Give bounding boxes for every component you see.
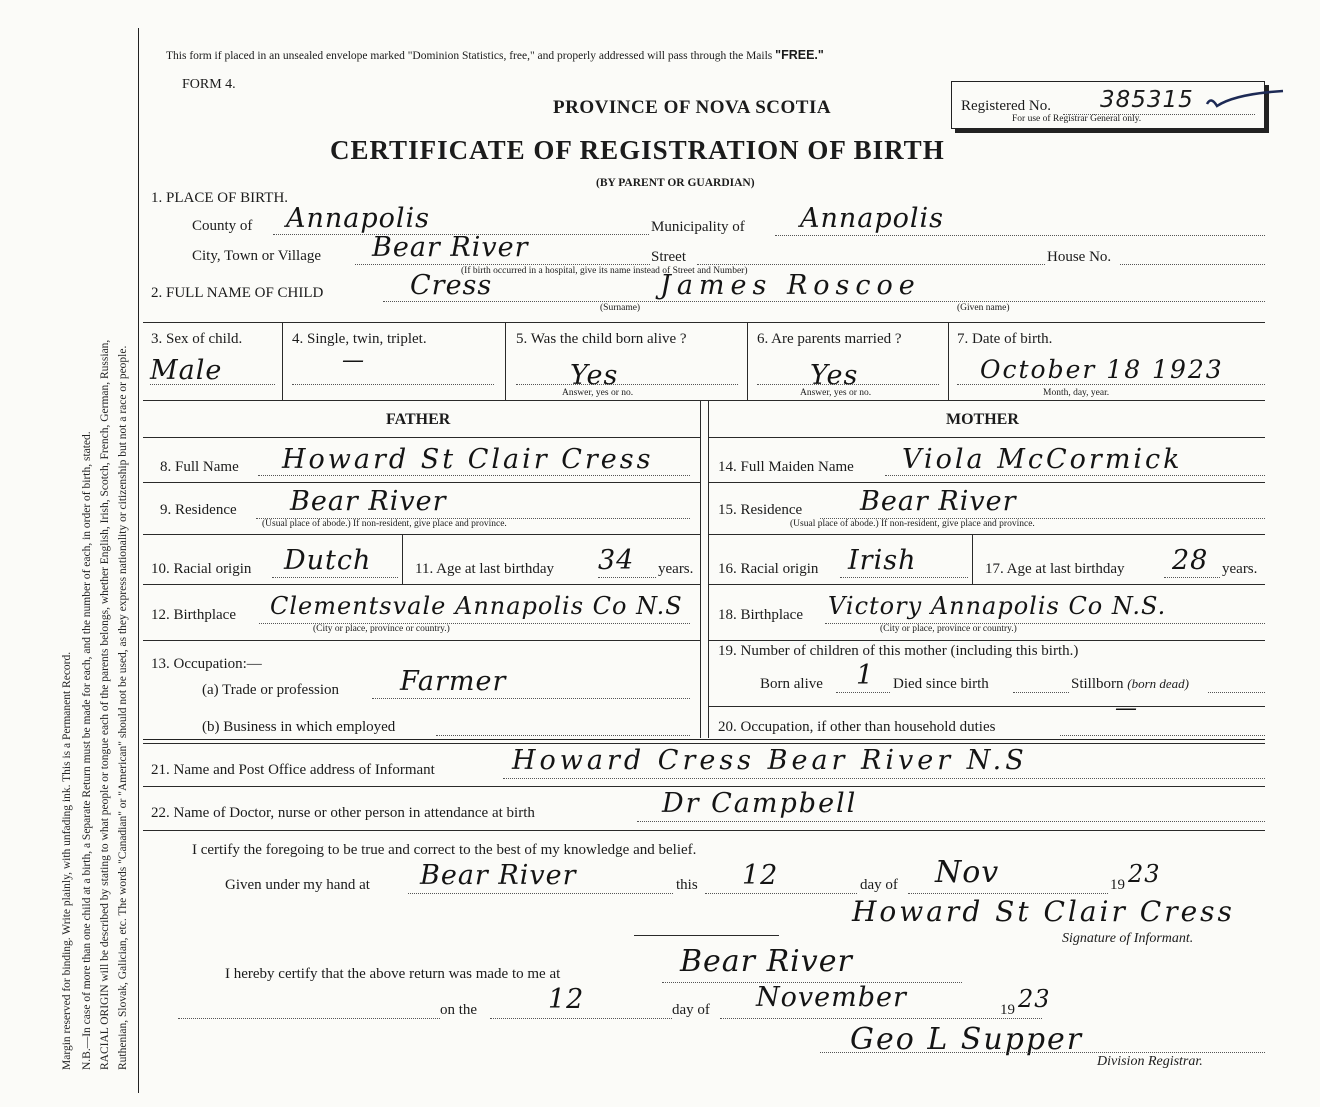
place-of-birth-label: 1. PLACE OF BIRTH. [151, 190, 289, 206]
father-years: years. [658, 561, 694, 577]
mother-age-value: 28 [1172, 545, 1209, 576]
mother-racial-value: Irish [848, 545, 917, 576]
father-heading: FATHER [386, 411, 451, 428]
dob-note: Month, day, year. [1043, 388, 1110, 398]
informant-label: 21. Name and Post Office address of Informant [151, 762, 435, 778]
margin-note-2: N.B.—In case of more than one child at a birth, a Separate Return must be made for each, and the number of each, in order of birth, stated. [81, 431, 93, 1070]
mother-residence-label: 15. Residence [718, 502, 803, 518]
children-count-label: 19. Number of children of this mother (including this birth.) [718, 643, 1079, 659]
mail-note: This form if placed in an unsealed envelope marked "Dominion Statistics, free," and properly addressed will pass through the Mails "FREE." [166, 48, 824, 62]
informant-signature-label: Signature of Informant. [1062, 931, 1194, 946]
reg-day-value: 12 [548, 984, 585, 1015]
child-name-label: 2. FULL NAME OF CHILD [151, 285, 324, 301]
mother-age-label: 17. Age at last birthday [985, 561, 1125, 577]
born-alive-value: 1 [856, 660, 875, 691]
province-heading: PROVINCE OF NOVA SCOTIA [553, 97, 832, 118]
reg-month-value: November [756, 982, 907, 1013]
reg-year-prefix: 19 [1000, 1002, 1015, 1018]
surname-note: (Surname) [600, 303, 641, 313]
father-residence-value: Bear River [290, 486, 447, 517]
registrar-note: For use of Registrar General only. [1012, 114, 1142, 124]
born-alive-label: Born alive [760, 676, 823, 692]
hereby-label: I hereby certify that the above return was made to me at [225, 966, 561, 982]
informant-value: Howard Cress Bear River N.S [512, 745, 1028, 776]
father-birthplace-value: Clementsvale Annapolis Co N.S [270, 592, 683, 620]
given-year-value: 23 [1128, 860, 1161, 888]
given-note: (Given name) [957, 303, 1010, 313]
father-residence-label: 9. Residence [160, 502, 237, 518]
binding-margin-line [138, 28, 139, 1093]
city-label: City, Town or Village [192, 248, 322, 264]
died-since-label: Died since birth [893, 676, 989, 692]
mother-name-value: Viola McCormick [902, 444, 1183, 475]
trade-label: (a) Trade or profession [202, 682, 340, 698]
registered-label: Registered No. [961, 98, 1051, 114]
occupation-label: 13. Occupation:— [151, 656, 262, 672]
alive-label: 5. Was the child born alive ? [516, 331, 687, 347]
mother-name-label: 14. Full Maiden Name [718, 459, 854, 475]
mother-racial-label: 16. Racial origin [718, 561, 819, 577]
father-birthplace-label: 12. Birthplace [151, 607, 236, 623]
street-label: Street [651, 249, 686, 265]
certificate-title: CERTIFICATE OF REGISTRATION OF BIRTH [330, 135, 945, 165]
county-label: County of [192, 218, 253, 234]
reg-day-of-label: day of [672, 1002, 710, 1018]
margin-note-3: RACIAL ORIGIN will be described by stating to what people or tongue each of the parents belongs, whether English, Irish, Scotch, French, German, Russian, [99, 339, 111, 1070]
margin-note-1: Margin reserved for binding. Write plainly, with unfading ink. This is a Permanent Record. [61, 651, 73, 1070]
form-number: FORM 4. [182, 77, 236, 92]
child-surname-value: Cress [410, 270, 493, 301]
mother-heading: MOTHER [946, 411, 1019, 428]
informant-signature: Howard St Clair Cress [852, 895, 1235, 928]
doctor-value: Dr Campbell [662, 788, 858, 819]
hospital-note: (If birth occurred in a hospital, give its name instead of Street and Number) [461, 266, 748, 276]
hereby-place-value: Bear River [680, 944, 853, 979]
father-racial-label: 10. Racial origin [151, 561, 252, 577]
married-answer-note: Answer, yes or no. [800, 388, 872, 398]
certificate-subtitle: (BY PARENT OR GUARDIAN) [596, 177, 755, 189]
alive-value: Yes [570, 360, 619, 391]
business-label: (b) Business in which employed [202, 719, 396, 735]
doctor-label: 22. Name of Doctor, nurse or other person in attendance at birth [151, 805, 535, 821]
child-given-value: James Roscoe [660, 270, 921, 301]
dob-label: 7. Date of birth. [957, 331, 1053, 347]
margin-note-4: Ruthenian, Slovak, Galician, etc. The words "Canadian" or "American" should not be used, as they express nationality or citizenship but not a race or people. [117, 345, 129, 1070]
stillborn-label: Stillborn (born dead) [1071, 676, 1190, 692]
given-month-value: Nov [935, 855, 1000, 890]
municipality-value: Annapolis [800, 203, 945, 234]
checkmark-icon [1205, 88, 1285, 110]
multiple-label: 4. Single, twin, triplet. [292, 331, 427, 347]
mother-occupation-value: — [1115, 696, 1138, 721]
married-value: Yes [810, 360, 859, 391]
on-the-label: on the [440, 1002, 478, 1018]
city-value: Bear River [372, 232, 529, 263]
mother-birthplace-note: (City or place, province or country.) [880, 624, 1017, 634]
father-age-label: 11. Age at last birthday [415, 561, 554, 577]
trade-value: Farmer [400, 666, 507, 697]
this-label: this [676, 877, 698, 893]
given-day-of-label: day of [860, 877, 898, 893]
father-age-value: 34 [598, 545, 635, 576]
mother-residence-value: Bear River [860, 486, 1017, 517]
given-year-prefix: 19 [1110, 877, 1125, 893]
registrar-label: Division Registrar. [1097, 1054, 1203, 1069]
sex-label: 3. Sex of child. [151, 331, 243, 347]
county-value: Annapolis [286, 203, 431, 234]
mother-years: years. [1222, 561, 1258, 577]
dob-value: October 18 1923 [980, 355, 1224, 384]
registrar-signature: Geo L Supper [850, 1022, 1084, 1057]
father-name-value: Howard St Clair Cress [282, 444, 654, 475]
given-under-label: Given under my hand at [225, 877, 370, 893]
certify-text: I certify the foregoing to be true and correct to the best of my knowledge and belief. [192, 842, 697, 858]
registered-number: 385315 [1100, 87, 1194, 113]
father-abode-note: (Usual place of abode.) If non-resident, give place and province. [262, 519, 507, 529]
margin-notes [0, 0, 135, 1107]
reg-year-value: 23 [1018, 985, 1051, 1013]
house-label: House No. [1047, 249, 1112, 265]
father-birthplace-note: (City or place, province or country.) [313, 624, 450, 634]
mother-occupation-label: 20. Occupation, if other than household duties [718, 719, 996, 735]
married-label: 6. Are parents married ? [757, 331, 902, 347]
municipality-label: Municipality of [651, 219, 745, 235]
given-place-value: Bear River [420, 860, 577, 891]
multiple-value: — [342, 348, 365, 373]
given-day-value: 12 [742, 860, 779, 891]
mother-birthplace-value: Victory Annapolis Co N.S. [828, 592, 1167, 620]
father-racial-value: Dutch [284, 545, 372, 576]
mother-birthplace-label: 18. Birthplace [718, 607, 803, 623]
sex-value: Male [150, 355, 223, 386]
alive-answer-note: Answer, yes or no. [562, 388, 634, 398]
mother-abode-note: (Usual place of abode.) If non-resident, give place and province. [790, 519, 1035, 529]
father-name-label: 8. Full Name [160, 459, 239, 475]
